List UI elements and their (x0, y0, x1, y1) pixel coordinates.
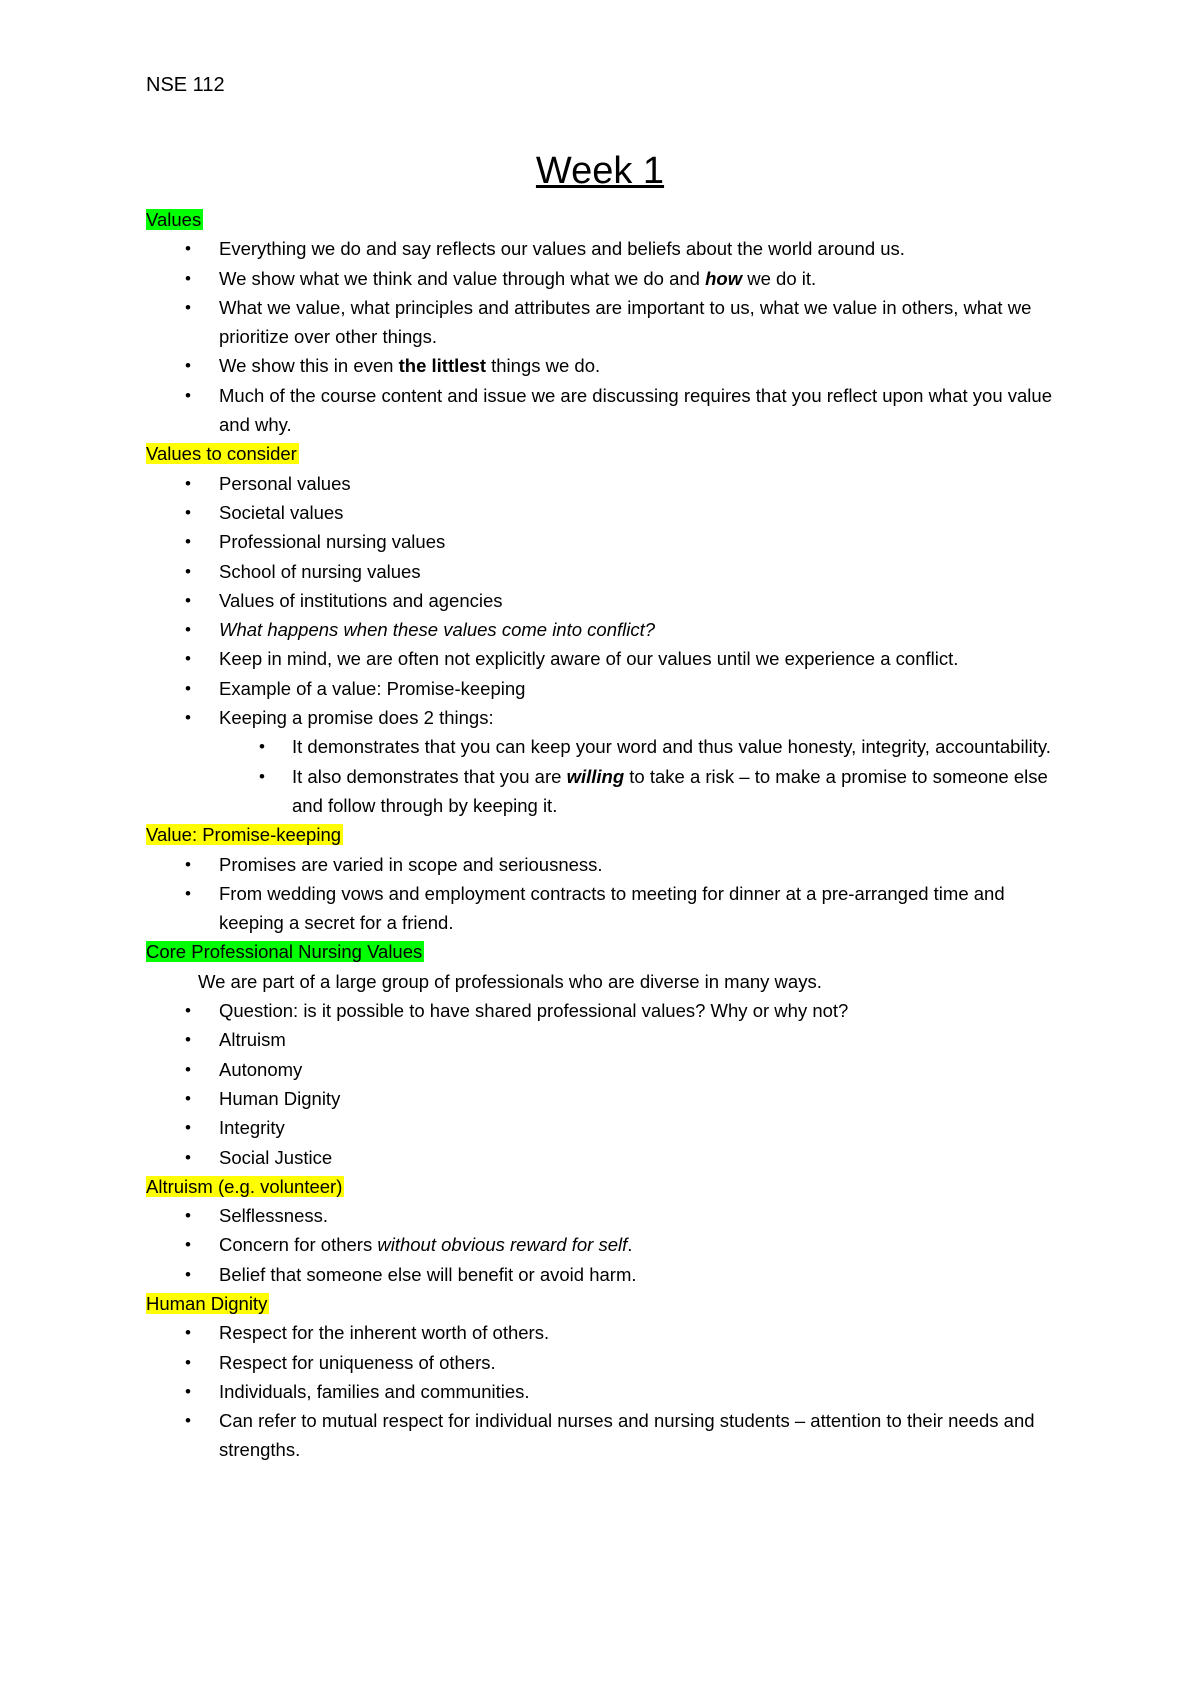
section-heading-human-dignity: Human Dignity (146, 1292, 268, 1314)
list-item: • Much of the course content and issue we are discussing requires that you reflect upon what you value and why. (146, 381, 1066, 440)
page-title: Week 1 (535, 150, 665, 192)
list-item: • Example of a value: Promise-keeping (146, 674, 1066, 703)
list-item: • Social Justice (146, 1143, 1066, 1172)
list-item: • Question: is it possible to have shared professional values? Why or why not? (146, 996, 1066, 1025)
document-body (146, 205, 1066, 1465)
course-code: NSE 112 (146, 74, 225, 96)
list-item: • Societal values (146, 498, 1066, 527)
list-item: • Respect for the inherent worth of others. (146, 1318, 1066, 1347)
list-item: • Can refer to mutual respect for individual nurses and nursing students – attention to their needs and strengths. (146, 1406, 1066, 1465)
list-item: • Personal values (146, 469, 1066, 498)
section-heading-values-to-consider: Values to consider (146, 443, 297, 465)
section-heading-values: Values (146, 209, 202, 230)
list-item: • Altruism (146, 1025, 1066, 1054)
list-item: • Individuals, families and communities. (146, 1377, 1066, 1406)
human-dignity-list (146, 1318, 1066, 1464)
list-item: • Keeping a promise does 2 things: (146, 703, 1066, 732)
altruism-list (146, 1201, 1066, 1289)
list-item: • Autonomy (146, 1055, 1066, 1084)
values-to-consider-list (146, 469, 1066, 821)
list-item: • School of nursing values (146, 557, 1066, 586)
section-heading-altruism: Altruism (e.g. volunteer) (146, 1175, 343, 1197)
list-item: • Promises are varied in scope and seriousness. (146, 850, 1066, 879)
list-item: • Selflessness. (146, 1201, 1066, 1230)
sub-list-item: • It also demonstrates that you are willing to take a risk – to make a promise to someone else and follow through by keeping it. (146, 762, 1066, 821)
values-list (146, 234, 1066, 439)
list-item: • What happens when these values come into conflict? (146, 615, 1066, 644)
section-heading-core-values: Core Professional Nursing Values (146, 941, 423, 963)
list-item: • Integrity (146, 1113, 1066, 1142)
list-item: • From wedding vows and employment contracts to meeting for dinner at a pre-arranged time and keeping a secret for a friend. (146, 879, 1066, 938)
list-item: • We show what we think and value through what we do and how we do it. (146, 264, 1066, 293)
list-item: • Values of institutions and agencies (146, 586, 1066, 615)
list-item: • What we value, what principles and attributes are important to us, what we value in others, what we prioritize over other things. (146, 293, 1066, 352)
list-item: • Human Dignity (146, 1084, 1066, 1113)
sub-list-item: • It demonstrates that you can keep your word and thus value honesty, integrity, accountability. (146, 732, 1066, 761)
list-item: • Professional nursing values (146, 527, 1066, 556)
list-item: • Keep in mind, we are often not explicitly aware of our values until we experience a conflict. (146, 644, 1066, 673)
list-item: • We show this in even the littlest things we do. (146, 351, 1066, 380)
list-item: • Belief that someone else will benefit or avoid harm. (146, 1260, 1066, 1289)
section-heading-promise-keeping: Value: Promise-keeping (146, 824, 342, 846)
core-values-intro: We are part of a large group of professionals who are diverse in many ways. (198, 970, 822, 992)
promise-keeping-list (146, 850, 1066, 938)
list-item: • Everything we do and say reflects our values and beliefs about the world around us. (146, 234, 1066, 263)
list-item: • Concern for others without obvious reward for self. (146, 1230, 1066, 1259)
list-item: • Respect for uniqueness of others. (146, 1348, 1066, 1377)
core-values-list (146, 996, 1066, 1172)
